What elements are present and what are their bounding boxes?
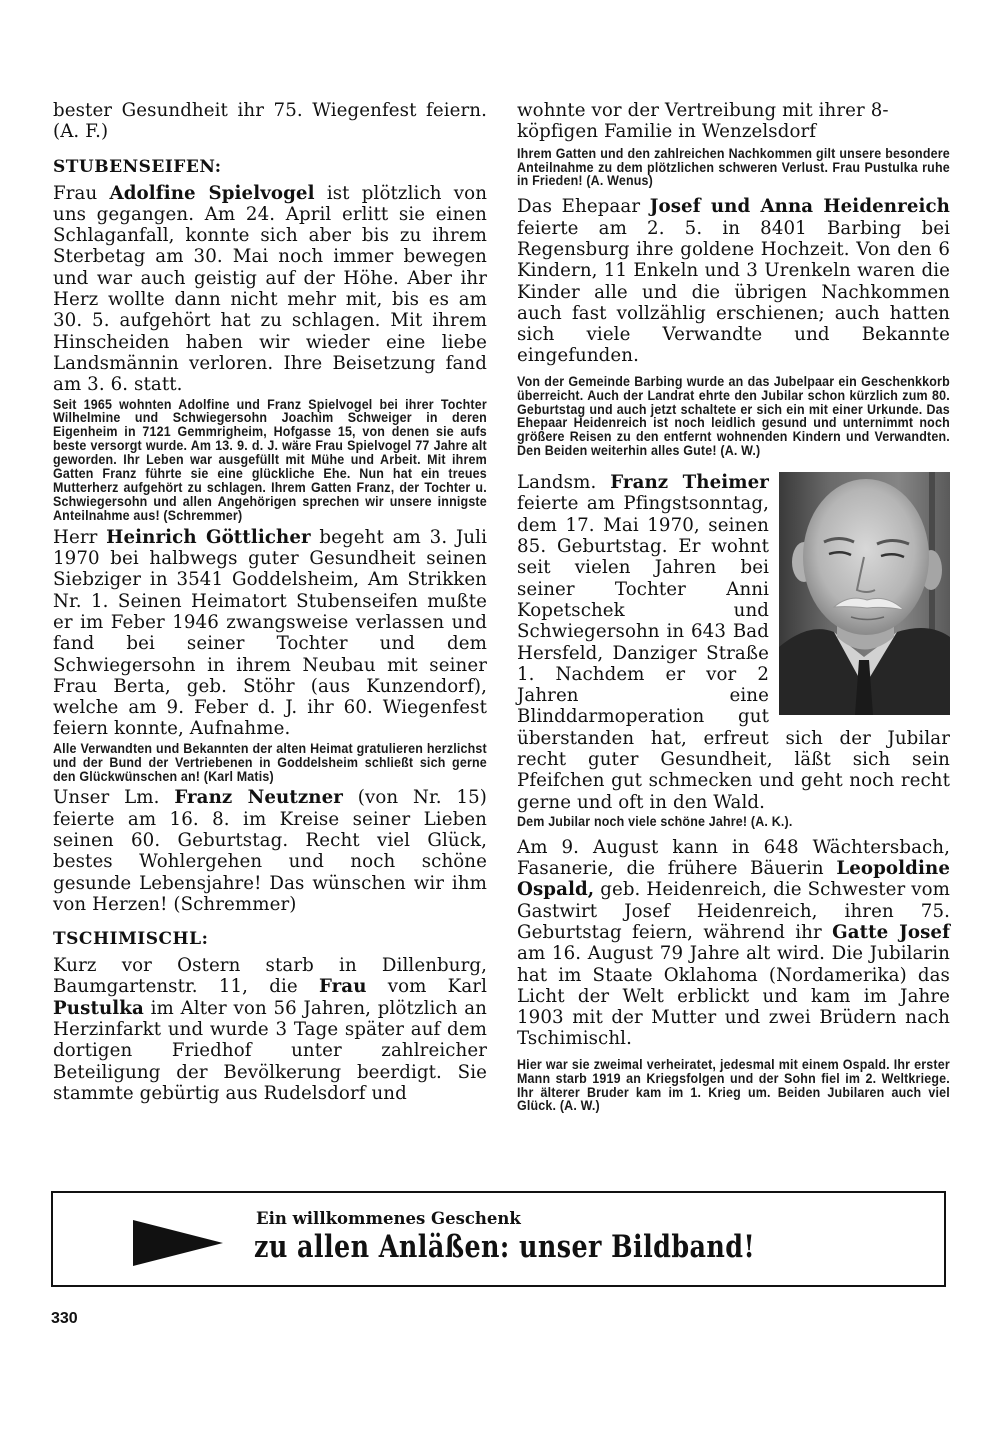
portrait-image: [779, 472, 950, 715]
note-heidenreich: Von der Gemeinde Barbing wurde an das Jubelpaar ein Geschenkkorb überreicht. Auch der Landrat ehrte den Jubilar schon kürzlich zum 80. Geburtstag und auch jetzt schaltete er sich ein mit einer Urkunde. Das Ehepaar Heidenreich ist noch leidlich gesund und unternimmt noch größere Reisen zu den entfernt wohnenden Kindern und Verwandten. Den Beiden weiterhin alles Gute! (A. W.): [517, 373, 950, 459]
section-heading-stubenseifen: STUBENSEIFEN:: [53, 156, 222, 177]
person-name: Josef und Anna Heidenreich: [649, 196, 950, 218]
banner-title: zu allen Anläßen: unser Bildband!: [254, 1229, 756, 1265]
article-heidenreich: [517, 196, 950, 366]
article-prefix: Herr: [53, 526, 107, 548]
portrait-photo: [779, 472, 950, 715]
person-name: Franz Theimer: [610, 472, 769, 494]
person-name: Gatte Josef: [832, 921, 950, 943]
note-spielvogel: Seit 1965 wohnten Adolfine und Franz Spielvogel bei ihrer Tochter Wilhelmine und Schwiegersohn Joachim Schweiger in deren Eigenheim in 7121 Gemmrigheim, Hofgasse 15, von denen sie aufs beste versorgt wurde. Am 13. 9. d. J. wäre Frau Spielvogel 77 Jahre alt geworden. Ihr Leben war ausgefüllt mit Mühe und Arbeit. Mit ihrem Gatten Franz führte sie eine glückliche Ehe. Nun hat ein treues Mutterherz aufgehört zu schlagen. Ihrem Gatten Franz, der Tochter u. Schwiegersohn und allen Angehörigen sprechen wir unsere innigste Anteilnahme aus! (Schremmer): [53, 396, 487, 523]
article-prefix: Das Ehepaar: [517, 196, 650, 218]
person-name: Heinrich Göttlicher: [106, 526, 311, 548]
note-pustulka: Ihrem Gatten und den zahlreichen Nachkommen gilt unsere besondere Anteilnahme zu dem plötzlichen schweren Verlust. Frau Pustulka ruhe in Frieden! (A. Wenus): [517, 145, 950, 189]
advertisement-banner: [51, 1191, 946, 1287]
article-spielvogel: [53, 183, 487, 396]
article-prefix: Unser Lm.: [53, 787, 175, 809]
article-text: (von Nr. 15) feierte am 16. 8. im Kreise seiner Lieben seinen 60. Geburtstag. Recht viel Glück, bestes Wohlergehen und noch schöne gesunde Lebensjahre! Das wünschen wir ihm von Herzen! (Schremmer): [53, 787, 487, 915]
section-heading-tschimischl: TSCHIMISCHL:: [53, 929, 209, 950]
pustulka-continuation: wohnte vor der Vertreibung mit ihrer 8-köpfigen Familie in Wenzelsdorf: [517, 100, 889, 143]
page-number: 330: [51, 1310, 78, 1327]
article-text: feierte am 2. 5. in 8401 Barbing bei Regensburg ihre goldene Hochzeit. Von den 6 Kindern, 11 Enkeln und 3 Urenkeln waren die Kinder alle und die übrigen Nachkommen auch fast vollzählig erschienen; auch hatten sich viele Verwandte und Bekannte eingefunden.: [517, 217, 950, 367]
article-text: vom Karl: [366, 976, 487, 998]
article-text: feierte am Pfingstsonntag, dem 17. Mai 1970, seinen 85. Geburtstag. Er wohnt seit vielen Jahren bei seiner Tochter Anni Kopetschek und Schwiegersohn in 643 Bad Hersfeld, Danziger Straße 1. Nachdem er vor 2 Jahren eine Blinddarmoperation gut überstanden hat, erfreut sich der Jubilar recht guter Gesundheit, läßt sich sein Pfeifchen gut schmecken und geht noch recht gerne und oft in den Wald.: [517, 493, 950, 813]
banner-subtitle: Ein willkommenes Geschenk: [256, 1209, 521, 1228]
article-prefix: Frau: [53, 182, 110, 204]
note-ospald: Hier war sie zweimal verheiratet, jedesmal mit einem Ospald. Ihr erster Mann starb 1919 an Kriegsfolgen und der Sohn fiel im 2. Weltkriege. Ihr älterer Bruder kam im 1. Krieg um. Beiden Jubilaren auch viel Glück. (A. W.): [517, 1056, 950, 1114]
article-neutzner: [53, 787, 487, 915]
article-text: ist plötzlich von uns gegangen. Am 24. April erlitt sie einen Schlaganfall, konnte sich aber bis zu ihrem Sterbetag am 30. Mai noch immer bewegen und war auch geistig auf der Höhe. Aber ihr Herz wollte dann nicht mehr mit, bis es am 30. 5. aufgehört hat zu schlagen. Mit ihrem Hinscheiden haben wir wieder eine liebe Landsmännin verloren. Ihre Beisetzung fand am 3. 6. statt.: [53, 182, 488, 396]
article-text: am 16. August 79 Jahre alt wird. Die Jubilarin hat im Staate Oklahoma (Nordamerika) das Licht der Welt erblickt und kam im Jahre 1903 mit der Mutter und zwei Brüdern nach Tschimischl.: [517, 943, 950, 1050]
article-pustulka: [53, 955, 487, 1104]
article-ospald: [517, 837, 950, 1050]
emphasis: Frau: [318, 976, 367, 998]
note-goettlicher: Alle Verwandten und Bekannten der alten Heimat gratulieren herzlichst und der Bund der Vertriebenen in Goddelsheim schließt sich gerne den Glückwünschen an! (Karl Matis): [53, 740, 487, 784]
person-name: Leopoldine Ospald,: [517, 858, 950, 901]
article-text: Kurz vor Ostern starb in Dillenburg, Baumgartenstr. 11, die: [53, 955, 487, 998]
intro-continuation: bester Gesundheit ihr 75. Wiegenfest feiern. (A. F.): [53, 100, 487, 143]
right-column: [517, 100, 950, 1117]
article-text: geb. Heidenreich, die Schwester vom Gastwirt Josef Heidenreich, ihren 75. Geburtstag feiern, während ihr: [517, 879, 950, 943]
article-text: begeht am 3. Juli 1970 bei halbwegs guter Gesundheit seinen Siebziger in 3541 Goddelsheim, Am Strikken Nr. 1. Seinen Heimatort Stubenseifen mußte er im Feber 1946 zwangsweise verlassen und fand bei seiner Tochter und dem Schwiegersohn in ihrem Neubau mit seiner Frau Berta, geb. Stöhr (aus Kunzendorf), welche am 9. Feber d. J. ihr 60. Wiegenfest feiern konnte, Aufnahme.: [53, 526, 487, 740]
note-theimer: Dem Jubilar noch viele schöne Jahre! (A. K.).: [517, 813, 793, 829]
article-prefix: Landsm.: [517, 472, 611, 494]
arrow-right-icon: [133, 1220, 223, 1266]
person-name: Adolfine Spielvogel: [109, 182, 315, 204]
person-name: Franz Neutzner: [174, 787, 343, 809]
article-theimer: [517, 472, 950, 829]
article-text: Am 9. August kann in 648 Wächtersbach, Fasanerie, die frühere Bäuerin: [517, 836, 950, 880]
article-text: im Alter von 56 Jahren, plötzlich an Herzinfarkt und wurde 3 Tage später auf dem dortigen Friedhof unter zahlreicher Beteiligung der Bevölkerung beerdigt. Sie stammte gebürtig aus Rudelsdorf und: [53, 997, 487, 1104]
person-name: Pustulka: [53, 997, 144, 1019]
article-goettlicher: [53, 527, 487, 740]
left-column: [53, 100, 487, 1104]
